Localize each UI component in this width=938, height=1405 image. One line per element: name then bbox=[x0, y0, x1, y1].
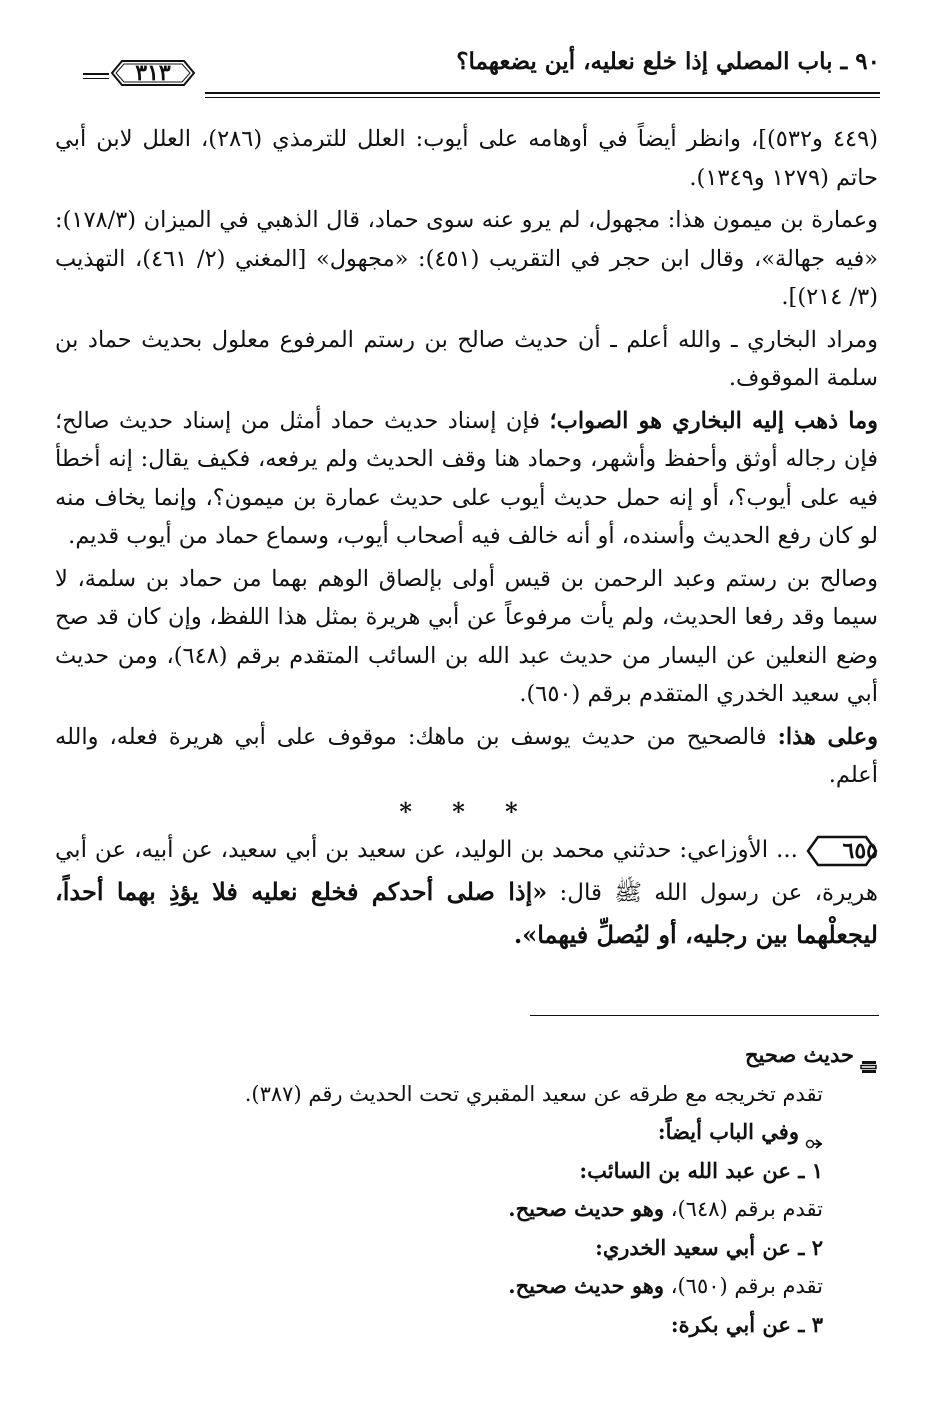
hadith-isnad: ... الأوزاعي: حدثني محمد بن الوليد، عن سعيد بن أبي سعيد، عن أبيه، عن أبي هريرة، عن رسول الله ﷺ قال: bbox=[55, 836, 879, 906]
header-rule-thin bbox=[205, 97, 880, 98]
page-number: ٣١٣ bbox=[135, 60, 171, 86]
paragraph-4 bbox=[55, 402, 878, 556]
item-2-ref: تقدم برقم (٦٥٠)، bbox=[664, 1274, 823, 1298]
item-1-text bbox=[158, 1190, 878, 1229]
hadith-matn: «إذا صلى أحدكم فخلع نعليه فلا يؤذِ بهما أحداً، ليجعلْهما بين رجليه، أو ليُصلِّ فيهما». bbox=[55, 876, 878, 949]
item-2-grade: وهو حديث صحيح. bbox=[508, 1273, 665, 1298]
page-header bbox=[85, 40, 880, 100]
page-number-badge bbox=[110, 58, 196, 88]
paragraph-3: ومراد البخاري ـ والله أعلم ـ أن حديث صالح بن رستم المرفوع معلول بحديث حماد بن سلمة الموقوف. bbox=[55, 326, 878, 391]
hadith-number: ٦٥٥ bbox=[842, 837, 878, 864]
hadith-block bbox=[55, 829, 878, 957]
notes-divider bbox=[530, 1015, 879, 1016]
item-1-title: ١ ـ عن عبد الله بن السائب: bbox=[579, 1157, 823, 1183]
paragraph-5: وصالح بن رستم وعبد الرحمن بن قيس أولى بإلصاق الوهم بهما من حماد بن سلمة، لا سيما وقد رفعا الحديث، ولم يأت مرفوعاً عن أبي هريرة بمثل هذا اللفظ، وإن كان قد صح وضع النعلين عن اليسار من حديث عبد الله بن السائب المتقدم برقم (٦٤٨)، ومن حديث أبي سعيد الخدري المتقدم برقم (٦٥٠). bbox=[55, 565, 878, 707]
grade-heading-row bbox=[158, 1036, 878, 1075]
takhrij-notes bbox=[158, 1036, 878, 1344]
paragraph-4-body: فإن إسناد حديث حماد أمثل من إسناد حديث صالح؛ فإن رجاله أوثق وأحفظ وأشهر، وحماد هنا وقف الحديث ولم يرفعه، فكيف يقال: إنه أخطأ فيه على أيوب؟، أو إنه حمل حديث أيوب على حديث عمارة بن ميمون؟، وإنما يخاف منه لو كان رفع الحديث وأسنده، أو أنه خالف فيه أصحاب أيوب، وسماع حماد من أيوب قديم. bbox=[55, 407, 878, 549]
paragraph-6-body: فالصحيح من حديث يوسف بن ماهك: موقوف على أبي هريرة فعله، والله أعلم. bbox=[55, 723, 878, 788]
paragraph-1: (٤٤٩ و٥٣٢)]، وانظر أيضاً في أوهامه على أيوب: العلل للترمذي (٢٨٦)، العلل لابن أبي حاتم (١٢٧٩ و١٣٤٩). bbox=[55, 126, 878, 191]
item-3-title: ٣ ـ عن أبي بكرة: bbox=[670, 1311, 823, 1337]
paragraph-6 bbox=[55, 718, 878, 795]
item-1-ref: تقدم برقم (٦٤٨)، bbox=[664, 1197, 823, 1221]
paragraph-2: وعمارة بن ميمون هذا: مجهول، لم يرو عنه سوى حماد، قال الذهبي في الميزان (١٧٨/٣): «فيه جهالة»، وقال ابن حجر في التقريب (٤٥١): «مجهول» [المغني (٢/ ٤٦١)، التهذيب (٣/ ٢١٤)]. bbox=[55, 207, 879, 310]
section-separator: * * * bbox=[399, 796, 534, 826]
item-2-text bbox=[158, 1267, 878, 1306]
page-number-left-rule-2 bbox=[83, 78, 109, 79]
grade-heading: حديث صحيح bbox=[744, 1042, 854, 1067]
also-heading-row bbox=[158, 1113, 878, 1152]
page-number-left-rule bbox=[83, 73, 109, 75]
paragraph-4-lead: وما ذهب إليه البخاري هو الصواب؛ bbox=[549, 407, 878, 434]
also-heading: وفي الباب أيضاً: bbox=[657, 1119, 799, 1144]
book-stack-icon bbox=[860, 1049, 878, 1065]
hadith-number-badge bbox=[806, 834, 878, 868]
takhrij-line: تقدم تخريجه مع طرقه عن سعيد المقبري تحت الحديث رقم (٣٨٧). bbox=[244, 1081, 823, 1106]
header-rule bbox=[205, 92, 880, 94]
item-2-title: ٢ ـ عن أبي سعيد الخدري: bbox=[595, 1234, 823, 1260]
paragraph-6-lead: وعلى هذا: bbox=[777, 723, 878, 750]
pointing-hand-icon bbox=[805, 1126, 823, 1142]
item-1-grade: وهو حديث صحيح. bbox=[508, 1196, 665, 1221]
chapter-title: ٩٠ ـ باب المصلي إذا خلع نعليه، أين يضعهما؟ bbox=[456, 48, 880, 75]
main-text bbox=[55, 120, 878, 957]
